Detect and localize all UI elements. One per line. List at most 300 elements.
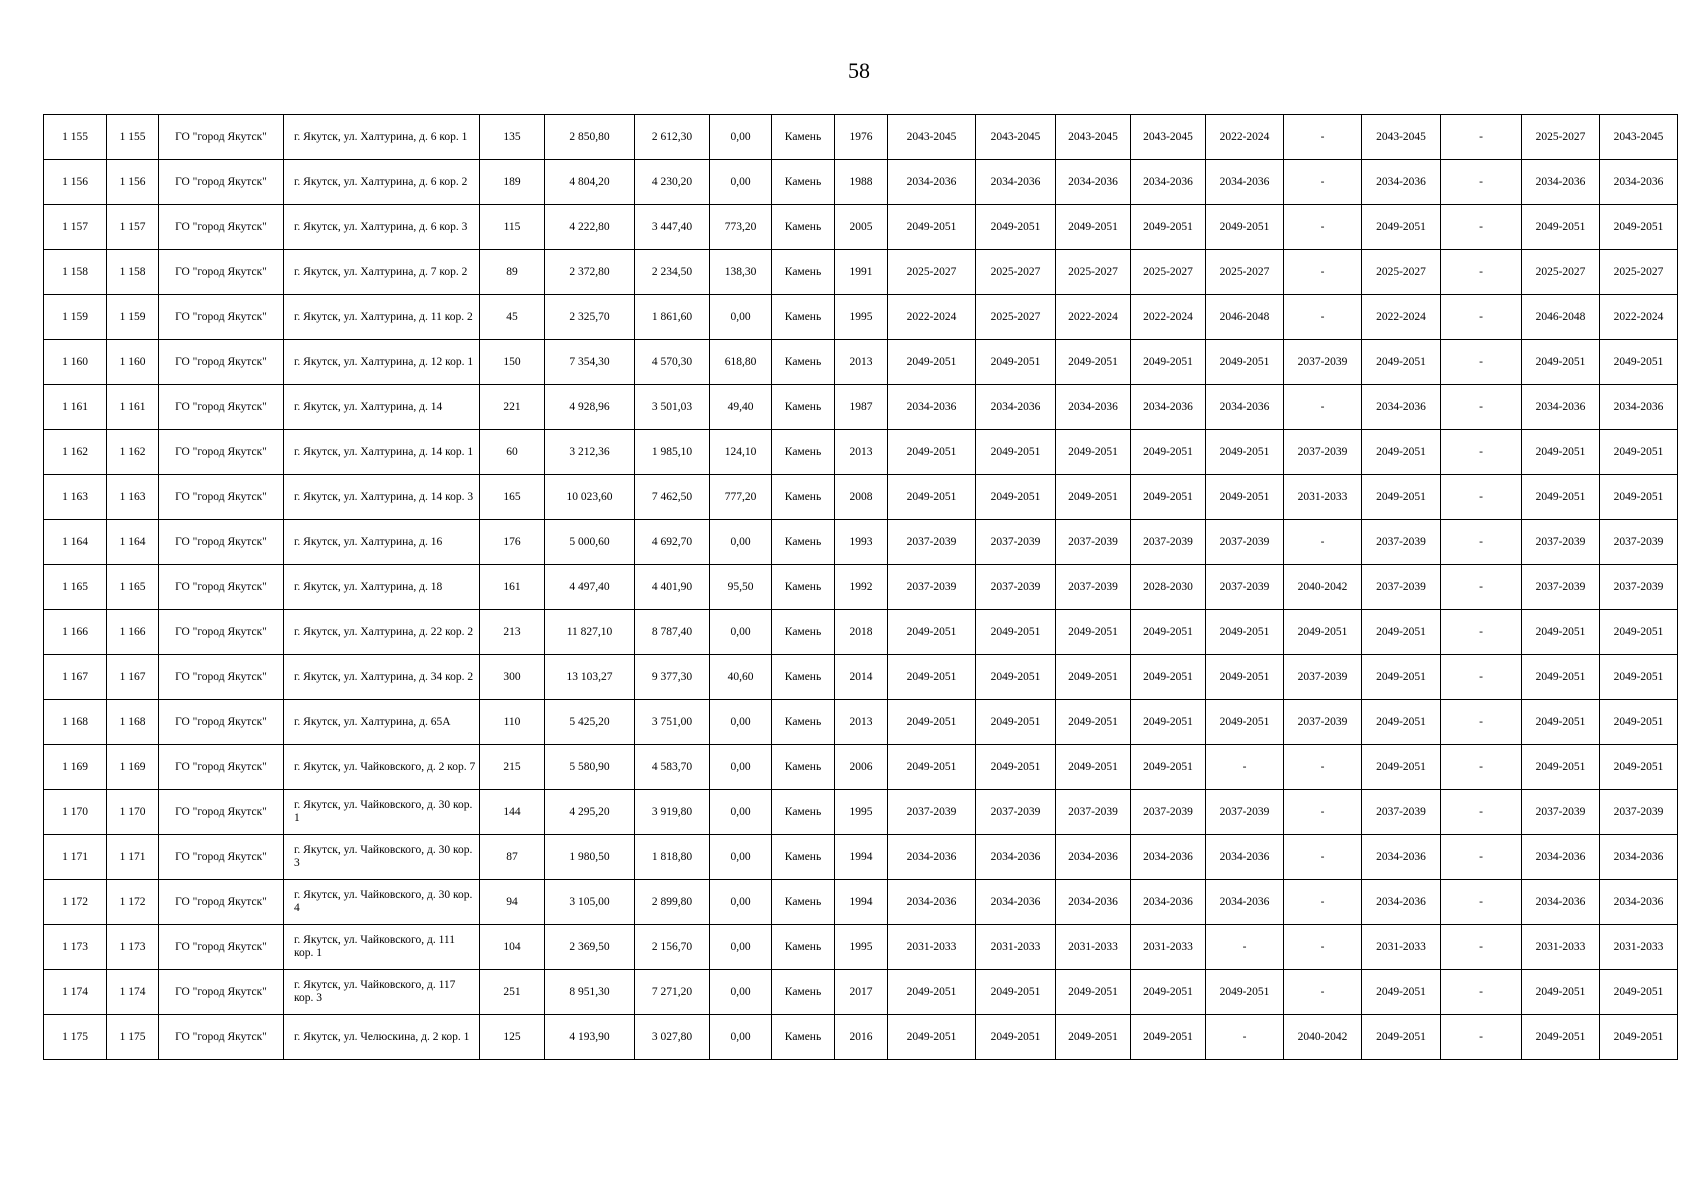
- cell-repair-period-8: -: [1441, 880, 1522, 925]
- cell-row-index: 1 169: [44, 745, 107, 790]
- cell-residents: 150: [480, 340, 545, 385]
- cell-repair-period-5: 2034-2036: [1206, 160, 1284, 205]
- cell-municipality: ГО "город Якутск": [159, 970, 284, 1015]
- cell-living-area: 4 692,70: [635, 520, 710, 565]
- cell-living-area: 3 447,40: [635, 205, 710, 250]
- cell-repair-period-2: 2034-2036: [976, 160, 1056, 205]
- cell-repair-period-1: 2049-2051: [888, 475, 976, 520]
- cell-residents: 89: [480, 250, 545, 295]
- cell-repair-period-9: 2037-2039: [1522, 790, 1600, 835]
- cell-repair-period-4: 2049-2051: [1131, 205, 1206, 250]
- cell-repair-period-5: 2049-2051: [1206, 205, 1284, 250]
- cell-repair-period-3: 2034-2036: [1056, 385, 1131, 430]
- cell-registry-number: 1 163: [107, 475, 159, 520]
- cell-repair-period-4: 2022-2024: [1131, 295, 1206, 340]
- cell-repair-period-7: 2049-2051: [1362, 745, 1441, 790]
- cell-repair-period-9: 2049-2051: [1522, 340, 1600, 385]
- cell-repair-period-9: 2046-2048: [1522, 295, 1600, 340]
- cell-municipality: ГО "город Якутск": [159, 880, 284, 925]
- cell-non-living-area: 49,40: [710, 385, 772, 430]
- cell-repair-period-9: 2034-2036: [1522, 835, 1600, 880]
- cell-residents: 165: [480, 475, 545, 520]
- cell-repair-period-5: 2049-2051: [1206, 430, 1284, 475]
- cell-non-living-area: 773,20: [710, 205, 772, 250]
- cell-repair-period-10: 2037-2039: [1600, 790, 1678, 835]
- cell-living-area: 7 462,50: [635, 475, 710, 520]
- cell-row-index: 1 165: [44, 565, 107, 610]
- cell-residents: 125: [480, 1015, 545, 1060]
- cell-repair-period-1: 2049-2051: [888, 700, 976, 745]
- cell-repair-period-9: 2049-2051: [1522, 970, 1600, 1015]
- cell-repair-period-8: -: [1441, 475, 1522, 520]
- cell-address: г. Якутск, ул. Чайковского, д. 30 кор. 3: [284, 835, 480, 880]
- cell-repair-period-10: 2034-2036: [1600, 160, 1678, 205]
- cell-wall-material: Камень: [772, 250, 835, 295]
- cell-repair-period-9: 2049-2051: [1522, 205, 1600, 250]
- cell-repair-period-9: 2037-2039: [1522, 565, 1600, 610]
- cell-address: г. Якутск, ул. Халтурина, д. 14: [284, 385, 480, 430]
- cell-municipality: ГО "город Якутск": [159, 610, 284, 655]
- cell-non-living-area: 0,00: [710, 790, 772, 835]
- cell-repair-period-1: 2043-2045: [888, 115, 976, 160]
- cell-repair-period-8: -: [1441, 250, 1522, 295]
- cell-address: г. Якутск, ул. Халтурина, д. 11 кор. 2: [284, 295, 480, 340]
- cell-repair-period-5: 2046-2048: [1206, 295, 1284, 340]
- cell-address: г. Якутск, ул. Халтурина, д. 7 кор. 2: [284, 250, 480, 295]
- cell-repair-period-6: 2040-2042: [1284, 1015, 1362, 1060]
- cell-address: г. Якутск, ул. Халтурина, д. 6 кор. 1: [284, 115, 480, 160]
- cell-repair-period-5: 2037-2039: [1206, 790, 1284, 835]
- cell-repair-period-10: 2043-2045: [1600, 115, 1678, 160]
- cell-registry-number: 1 170: [107, 790, 159, 835]
- cell-build-year: 1995: [835, 790, 888, 835]
- cell-repair-period-3: 2049-2051: [1056, 970, 1131, 1015]
- cell-repair-period-8: -: [1441, 970, 1522, 1015]
- cell-repair-period-2: 2031-2033: [976, 925, 1056, 970]
- cell-address: г. Якутск, ул. Чайковского, д. 111 кор. 1: [284, 925, 480, 970]
- cell-repair-period-3: 2031-2033: [1056, 925, 1131, 970]
- cell-repair-period-6: 2040-2042: [1284, 565, 1362, 610]
- cell-address: г. Якутск, ул. Чайковского, д. 117 кор. 3: [284, 970, 480, 1015]
- cell-living-area: 3 027,80: [635, 1015, 710, 1060]
- cell-wall-material: Камень: [772, 115, 835, 160]
- table-row: [44, 655, 1678, 700]
- cell-repair-period-3: 2034-2036: [1056, 160, 1131, 205]
- cell-build-year: 1987: [835, 385, 888, 430]
- cell-repair-period-3: 2025-2027: [1056, 250, 1131, 295]
- cell-repair-period-4: 2037-2039: [1131, 520, 1206, 565]
- cell-non-living-area: 0,00: [710, 1015, 772, 1060]
- table-row: [44, 565, 1678, 610]
- table-row: [44, 835, 1678, 880]
- table-row: [44, 340, 1678, 385]
- cell-row-index: 1 172: [44, 880, 107, 925]
- cell-row-index: 1 162: [44, 430, 107, 475]
- cell-address: г. Якутск, ул. Халтурина, д. 14 кор. 1: [284, 430, 480, 475]
- cell-repair-period-6: -: [1284, 160, 1362, 205]
- cell-repair-period-1: 2034-2036: [888, 880, 976, 925]
- cell-address: г. Якутск, ул. Халтурина, д. 34 кор. 2: [284, 655, 480, 700]
- cell-repair-period-7: 2049-2051: [1362, 655, 1441, 700]
- cell-repair-period-3: 2037-2039: [1056, 520, 1131, 565]
- cell-municipality: ГО "город Якутск": [159, 430, 284, 475]
- cell-living-area: 3 751,00: [635, 700, 710, 745]
- cell-repair-period-2: 2049-2051: [976, 970, 1056, 1015]
- cell-residents: 104: [480, 925, 545, 970]
- cell-repair-period-6: -: [1284, 250, 1362, 295]
- cell-row-index: 1 175: [44, 1015, 107, 1060]
- cell-registry-number: 1 173: [107, 925, 159, 970]
- cell-residents: 144: [480, 790, 545, 835]
- cell-non-living-area: 138,30: [710, 250, 772, 295]
- cell-wall-material: Камень: [772, 565, 835, 610]
- cell-registry-number: 1 162: [107, 430, 159, 475]
- cell-repair-period-4: 2049-2051: [1131, 655, 1206, 700]
- cell-living-area: 4 583,70: [635, 745, 710, 790]
- cell-repair-period-5: 2049-2051: [1206, 700, 1284, 745]
- cell-repair-period-1: 2049-2051: [888, 430, 976, 475]
- cell-repair-period-7: 2037-2039: [1362, 790, 1441, 835]
- cell-build-year: 1976: [835, 115, 888, 160]
- cell-registry-number: 1 172: [107, 880, 159, 925]
- cell-repair-period-10: 2034-2036: [1600, 385, 1678, 430]
- cell-living-area: 4 401,90: [635, 565, 710, 610]
- cell-total-area: 13 103,27: [545, 655, 635, 700]
- cell-repair-period-3: 2049-2051: [1056, 655, 1131, 700]
- cell-municipality: ГО "город Якутск": [159, 745, 284, 790]
- cell-address: г. Якутск, ул. Челюскина, д. 2 кор. 1: [284, 1015, 480, 1060]
- cell-repair-period-4: 2049-2051: [1131, 1015, 1206, 1060]
- cell-repair-period-8: -: [1441, 520, 1522, 565]
- cell-repair-period-4: 2049-2051: [1131, 340, 1206, 385]
- cell-municipality: ГО "город Якутск": [159, 700, 284, 745]
- cell-municipality: ГО "город Якутск": [159, 520, 284, 565]
- cell-build-year: 1995: [835, 925, 888, 970]
- cell-residents: 135: [480, 115, 545, 160]
- cell-repair-period-4: 2043-2045: [1131, 115, 1206, 160]
- cell-repair-period-1: 2034-2036: [888, 835, 976, 880]
- cell-repair-period-4: 2034-2036: [1131, 880, 1206, 925]
- cell-living-area: 1 861,60: [635, 295, 710, 340]
- cell-repair-period-6: -: [1284, 790, 1362, 835]
- cell-repair-period-8: -: [1441, 1015, 1522, 1060]
- cell-repair-period-10: 2049-2051: [1600, 970, 1678, 1015]
- cell-registry-number: 1 157: [107, 205, 159, 250]
- cell-repair-period-3: 2049-2051: [1056, 340, 1131, 385]
- cell-address: г. Якутск, ул. Халтурина, д. 18: [284, 565, 480, 610]
- cell-residents: 161: [480, 565, 545, 610]
- cell-repair-period-1: 2049-2051: [888, 745, 976, 790]
- cell-municipality: ГО "город Якутск": [159, 790, 284, 835]
- cell-residents: 176: [480, 520, 545, 565]
- cell-repair-period-9: 2049-2051: [1522, 655, 1600, 700]
- cell-non-living-area: 0,00: [710, 610, 772, 655]
- cell-repair-period-2: 2037-2039: [976, 565, 1056, 610]
- cell-registry-number: 1 158: [107, 250, 159, 295]
- cell-living-area: 1 985,10: [635, 430, 710, 475]
- cell-total-area: 2 372,80: [545, 250, 635, 295]
- cell-repair-period-8: -: [1441, 745, 1522, 790]
- cell-repair-period-2: 2049-2051: [976, 205, 1056, 250]
- cell-non-living-area: 777,20: [710, 475, 772, 520]
- cell-municipality: ГО "город Якутск": [159, 340, 284, 385]
- cell-wall-material: Камень: [772, 430, 835, 475]
- cell-total-area: 2 369,50: [545, 925, 635, 970]
- cell-repair-period-1: 2049-2051: [888, 655, 976, 700]
- cell-repair-period-3: 2049-2051: [1056, 205, 1131, 250]
- cell-repair-period-5: 2049-2051: [1206, 475, 1284, 520]
- cell-living-area: 4 230,20: [635, 160, 710, 205]
- cell-build-year: 1994: [835, 835, 888, 880]
- cell-repair-period-7: 2037-2039: [1362, 565, 1441, 610]
- cell-municipality: ГО "город Якутск": [159, 385, 284, 430]
- cell-repair-period-2: 2049-2051: [976, 475, 1056, 520]
- cell-repair-period-4: 2034-2036: [1131, 160, 1206, 205]
- cell-repair-period-10: 2037-2039: [1600, 565, 1678, 610]
- cell-repair-period-4: 2049-2051: [1131, 970, 1206, 1015]
- cell-total-area: 7 354,30: [545, 340, 635, 385]
- cell-address: г. Якутск, ул. Халтурина, д. 22 кор. 2: [284, 610, 480, 655]
- cell-repair-period-9: 2031-2033: [1522, 925, 1600, 970]
- table-row: [44, 520, 1678, 565]
- cell-residents: 213: [480, 610, 545, 655]
- cell-repair-period-5: 2034-2036: [1206, 880, 1284, 925]
- cell-wall-material: Камень: [772, 610, 835, 655]
- table-row: [44, 295, 1678, 340]
- cell-municipality: ГО "город Якутск": [159, 115, 284, 160]
- cell-build-year: 2018: [835, 610, 888, 655]
- table-row: [44, 385, 1678, 430]
- cell-total-area: 2 850,80: [545, 115, 635, 160]
- table-row: [44, 745, 1678, 790]
- cell-registry-number: 1 175: [107, 1015, 159, 1060]
- cell-repair-period-2: 2049-2051: [976, 610, 1056, 655]
- cell-repair-period-2: 2034-2036: [976, 880, 1056, 925]
- page-number: 58: [848, 58, 870, 83]
- cell-repair-period-7: 2034-2036: [1362, 880, 1441, 925]
- cell-wall-material: Камень: [772, 700, 835, 745]
- cell-wall-material: Камень: [772, 205, 835, 250]
- cell-repair-period-8: -: [1441, 115, 1522, 160]
- cell-address: г. Якутск, ул. Чайковского, д. 30 кор. 1: [284, 790, 480, 835]
- cell-living-area: 4 570,30: [635, 340, 710, 385]
- cell-non-living-area: 124,10: [710, 430, 772, 475]
- cell-non-living-area: 40,60: [710, 655, 772, 700]
- cell-repair-period-8: -: [1441, 340, 1522, 385]
- cell-residents: 189: [480, 160, 545, 205]
- cell-residents: 110: [480, 700, 545, 745]
- cell-repair-period-7: 2049-2051: [1362, 1015, 1441, 1060]
- cell-wall-material: Камень: [772, 160, 835, 205]
- cell-repair-period-8: -: [1441, 430, 1522, 475]
- table-row: [44, 430, 1678, 475]
- cell-repair-period-10: 2034-2036: [1600, 835, 1678, 880]
- cell-living-area: 2 234,50: [635, 250, 710, 295]
- cell-repair-period-9: 2025-2027: [1522, 115, 1600, 160]
- cell-wall-material: Камень: [772, 880, 835, 925]
- cell-row-index: 1 157: [44, 205, 107, 250]
- cell-repair-period-9: 2034-2036: [1522, 385, 1600, 430]
- cell-total-area: 5 000,60: [545, 520, 635, 565]
- cell-repair-period-4: 2049-2051: [1131, 745, 1206, 790]
- cell-repair-period-7: 2049-2051: [1362, 610, 1441, 655]
- cell-build-year: 2005: [835, 205, 888, 250]
- cell-registry-number: 1 159: [107, 295, 159, 340]
- cell-repair-period-3: 2049-2051: [1056, 610, 1131, 655]
- cell-repair-period-1: 2037-2039: [888, 565, 976, 610]
- cell-repair-period-10: 2049-2051: [1600, 430, 1678, 475]
- table-row: [44, 790, 1678, 835]
- cell-repair-period-3: 2049-2051: [1056, 745, 1131, 790]
- cell-registry-number: 1 167: [107, 655, 159, 700]
- cell-registry-number: 1 174: [107, 970, 159, 1015]
- cell-repair-period-1: 2025-2027: [888, 250, 976, 295]
- table-row: [44, 880, 1678, 925]
- cell-living-area: 3 919,80: [635, 790, 710, 835]
- cell-registry-number: 1 169: [107, 745, 159, 790]
- cell-total-area: 2 325,70: [545, 295, 635, 340]
- cell-repair-period-10: 2031-2033: [1600, 925, 1678, 970]
- cell-wall-material: Камень: [772, 925, 835, 970]
- cell-repair-period-7: 2034-2036: [1362, 160, 1441, 205]
- cell-total-area: 10 023,60: [545, 475, 635, 520]
- cell-repair-period-6: -: [1284, 385, 1362, 430]
- cell-build-year: 2008: [835, 475, 888, 520]
- table-row: [44, 475, 1678, 520]
- cell-total-area: 4 928,96: [545, 385, 635, 430]
- cell-municipality: ГО "город Якутск": [159, 925, 284, 970]
- cell-repair-period-3: 2049-2051: [1056, 475, 1131, 520]
- cell-repair-period-2: 2049-2051: [976, 340, 1056, 385]
- cell-repair-period-7: 2025-2027: [1362, 250, 1441, 295]
- cell-repair-period-10: 2049-2051: [1600, 610, 1678, 655]
- cell-row-index: 1 167: [44, 655, 107, 700]
- cell-repair-period-8: -: [1441, 205, 1522, 250]
- cell-repair-period-7: 2043-2045: [1362, 115, 1441, 160]
- table-body: [44, 115, 1678, 1060]
- cell-registry-number: 1 171: [107, 835, 159, 880]
- table-row: [44, 610, 1678, 655]
- cell-repair-period-8: -: [1441, 835, 1522, 880]
- cell-repair-period-7: 2022-2024: [1362, 295, 1441, 340]
- cell-wall-material: Камень: [772, 520, 835, 565]
- cell-repair-period-5: 2034-2036: [1206, 835, 1284, 880]
- cell-repair-period-6: 2037-2039: [1284, 655, 1362, 700]
- cell-living-area: 9 377,30: [635, 655, 710, 700]
- cell-row-index: 1 166: [44, 610, 107, 655]
- cell-repair-period-8: -: [1441, 295, 1522, 340]
- cell-wall-material: Камень: [772, 655, 835, 700]
- cell-build-year: 2013: [835, 430, 888, 475]
- cell-repair-period-10: 2049-2051: [1600, 745, 1678, 790]
- cell-address: г. Якутск, ул. Халтурина, д. 65А: [284, 700, 480, 745]
- cell-repair-period-3: 2037-2039: [1056, 790, 1131, 835]
- cell-repair-period-6: -: [1284, 295, 1362, 340]
- cell-repair-period-2: 2043-2045: [976, 115, 1056, 160]
- cell-repair-period-5: 2049-2051: [1206, 655, 1284, 700]
- cell-municipality: ГО "город Якутск": [159, 655, 284, 700]
- table-row: [44, 1015, 1678, 1060]
- cell-repair-period-6: -: [1284, 115, 1362, 160]
- cell-municipality: ГО "город Якутск": [159, 160, 284, 205]
- cell-repair-period-2: 2049-2051: [976, 430, 1056, 475]
- cell-repair-period-4: 2028-2030: [1131, 565, 1206, 610]
- cell-registry-number: 1 160: [107, 340, 159, 385]
- cell-row-index: 1 174: [44, 970, 107, 1015]
- cell-repair-period-7: 2049-2051: [1362, 205, 1441, 250]
- cell-repair-period-3: 2022-2024: [1056, 295, 1131, 340]
- cell-repair-period-9: 2049-2051: [1522, 610, 1600, 655]
- cell-repair-period-2: 2034-2036: [976, 385, 1056, 430]
- cell-wall-material: Камень: [772, 385, 835, 430]
- housing-registry-table: [43, 114, 1678, 1060]
- cell-non-living-area: 0,00: [710, 835, 772, 880]
- cell-repair-period-10: 2022-2024: [1600, 295, 1678, 340]
- cell-registry-number: 1 164: [107, 520, 159, 565]
- cell-repair-period-7: 2049-2051: [1362, 340, 1441, 385]
- cell-repair-period-3: 2049-2051: [1056, 430, 1131, 475]
- cell-row-index: 1 156: [44, 160, 107, 205]
- cell-repair-period-1: 2031-2033: [888, 925, 976, 970]
- cell-living-area: 2 899,80: [635, 880, 710, 925]
- cell-repair-period-9: 2049-2051: [1522, 475, 1600, 520]
- cell-wall-material: Камень: [772, 340, 835, 385]
- cell-repair-period-9: 2049-2051: [1522, 430, 1600, 475]
- cell-repair-period-5: -: [1206, 745, 1284, 790]
- cell-row-index: 1 170: [44, 790, 107, 835]
- cell-repair-period-5: 2049-2051: [1206, 970, 1284, 1015]
- cell-row-index: 1 159: [44, 295, 107, 340]
- cell-repair-period-4: 2049-2051: [1131, 430, 1206, 475]
- cell-municipality: ГО "город Якутск": [159, 835, 284, 880]
- cell-registry-number: 1 156: [107, 160, 159, 205]
- cell-address: г. Якутск, ул. Чайковского, д. 30 кор. 4: [284, 880, 480, 925]
- table-row: [44, 205, 1678, 250]
- cell-build-year: 1995: [835, 295, 888, 340]
- cell-build-year: 1992: [835, 565, 888, 610]
- cell-municipality: ГО "город Якутск": [159, 295, 284, 340]
- cell-repair-period-9: 2034-2036: [1522, 880, 1600, 925]
- cell-row-index: 1 173: [44, 925, 107, 970]
- cell-repair-period-3: 2037-2039: [1056, 565, 1131, 610]
- cell-repair-period-8: -: [1441, 160, 1522, 205]
- cell-repair-period-5: 2022-2024: [1206, 115, 1284, 160]
- cell-repair-period-2: 2049-2051: [976, 655, 1056, 700]
- cell-repair-period-6: 2049-2051: [1284, 610, 1362, 655]
- cell-non-living-area: 0,00: [710, 520, 772, 565]
- cell-repair-period-10: 2049-2051: [1600, 205, 1678, 250]
- cell-repair-period-7: 2034-2036: [1362, 835, 1441, 880]
- cell-repair-period-4: 2037-2039: [1131, 790, 1206, 835]
- cell-build-year: 1991: [835, 250, 888, 295]
- cell-repair-period-9: 2049-2051: [1522, 745, 1600, 790]
- cell-municipality: ГО "город Якутск": [159, 205, 284, 250]
- cell-repair-period-10: 2037-2039: [1600, 520, 1678, 565]
- cell-total-area: 5 425,20: [545, 700, 635, 745]
- cell-wall-material: Камень: [772, 745, 835, 790]
- cell-registry-number: 1 168: [107, 700, 159, 745]
- cell-row-index: 1 160: [44, 340, 107, 385]
- cell-repair-period-1: 2037-2039: [888, 520, 976, 565]
- cell-address: г. Якутск, ул. Халтурина, д. 6 кор. 2: [284, 160, 480, 205]
- cell-address: г. Якутск, ул. Халтурина, д. 16: [284, 520, 480, 565]
- cell-build-year: 1994: [835, 880, 888, 925]
- table-row: [44, 970, 1678, 1015]
- cell-row-index: 1 158: [44, 250, 107, 295]
- cell-repair-period-5: 2037-2039: [1206, 565, 1284, 610]
- cell-repair-period-3: 2049-2051: [1056, 1015, 1131, 1060]
- table-row: [44, 160, 1678, 205]
